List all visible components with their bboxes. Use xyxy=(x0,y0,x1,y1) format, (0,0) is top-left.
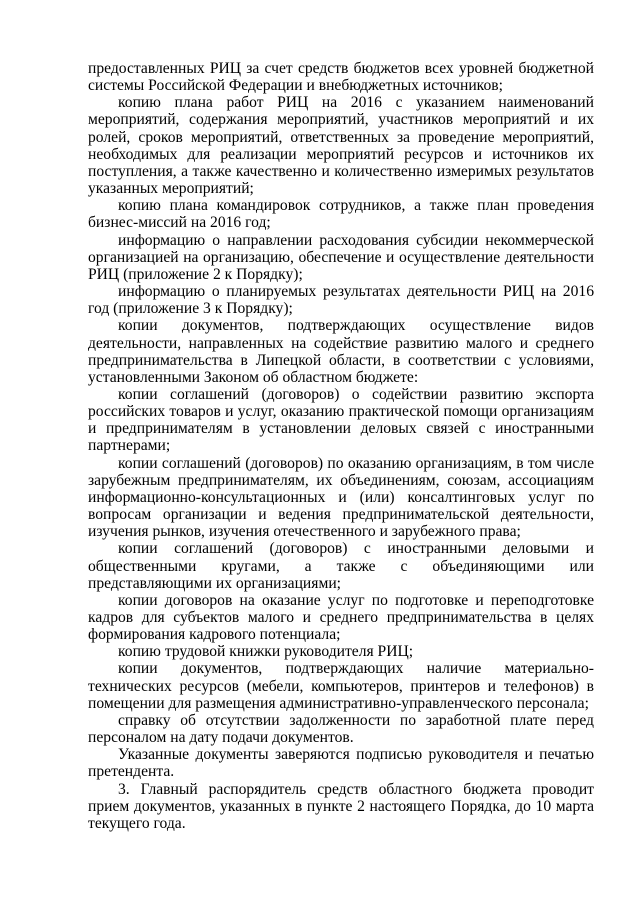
paragraph-consulting-agreements: копии соглашений (договоров) по оказанию организациям, в том числе зарубежным предпринимателям, их объединениям, союзам, ассоциациям информационно-консультационных и (или) консалтинговых услуг по вопросам организации и ведения предпринимательской деятельности, изучения рынков, изучения отечественного и зарубежного права; xyxy=(88,454,594,541)
paragraph-section-3: 3. Главный распорядитель средств областного бюджета проводит прием документов, указанных в пункте 2 настоящего Порядка, до 10 марта текущего года. xyxy=(88,780,594,832)
paragraph-export-agreements: копии соглашений (договоров) о содействии развитию экспорта российских товаров и услуг, оказанию практической помощи организациям и предпринимателям в установлении деловых связей с иностранными партнерами; xyxy=(88,385,594,455)
paragraph-training-contracts: копии договоров на оказание услуг по подготовке и переподготовке кадров для субъектов малого и среднего предпринимательства в целях формирования кадрового потенциала; xyxy=(88,591,594,644)
document-page xyxy=(88,60,594,832)
paragraph-business-trips: копию плана командировок сотрудников, а также план проведения бизнес-миссий на 2016 год; xyxy=(88,197,594,232)
paragraph-employment-record: копию трудовой книжки руководителя РИЦ; xyxy=(118,643,414,661)
paragraph-planned-results: информацию о планируемых результатах деятельности РИЦ на 2016 год (приложение 3 к Порядку); xyxy=(88,283,594,318)
paragraph-work-plan: копию плана работ РИЦ на 2016 с указанием наименований мероприятий, содержания мероприятий, участников мероприятий и их ролей, сроков мероприятий, ответственных за проведение мероприятий, необходимых для реализации мероприятий ресурсов и источников их поступления, а также качественно и количественно измеримых результатов указанных мероприятий; xyxy=(88,94,594,198)
paragraph-foreign-agreements: копии соглашений (договоров) с иностранными деловыми и общественными кругами, а также с объединяющими или представляющими их организациями; xyxy=(88,540,594,592)
paragraph-material-resources: копии документов, подтверждающих наличие материально-технических ресурсов (мебели, компьютеров, принтеров и телефонов) в помещении для размещения административно-управленческого персонала; xyxy=(88,660,594,712)
paragraph-salary-certificate: справку об отсутствии задолженности по заработной плате перед персоналом на дату подачи документов. xyxy=(88,711,594,747)
paragraph-certification: Указанные документы заверяются подписью руководителя и печатью претендента. xyxy=(88,746,594,781)
paragraph-continuation: предоставленных РИЦ за счет средств бюджетов всех уровней бюджетной системы Российской Федерации и внебюджетных источников; xyxy=(88,60,594,95)
paragraph-activity-documents: копии документов, подтверждающих осуществление видов деятельности, направленных на содействие развитию малого и среднего предпринимательства в Липецкой области, в соответствии с условиями, установленными Законом об областном бюджете: xyxy=(88,317,594,386)
paragraph-subsidy-spending: информацию о направлении расходования субсидии некоммерческой организацией на организацию, обеспечение и осуществление деятельности РИЦ (приложение 2 к Порядку); xyxy=(88,231,594,283)
